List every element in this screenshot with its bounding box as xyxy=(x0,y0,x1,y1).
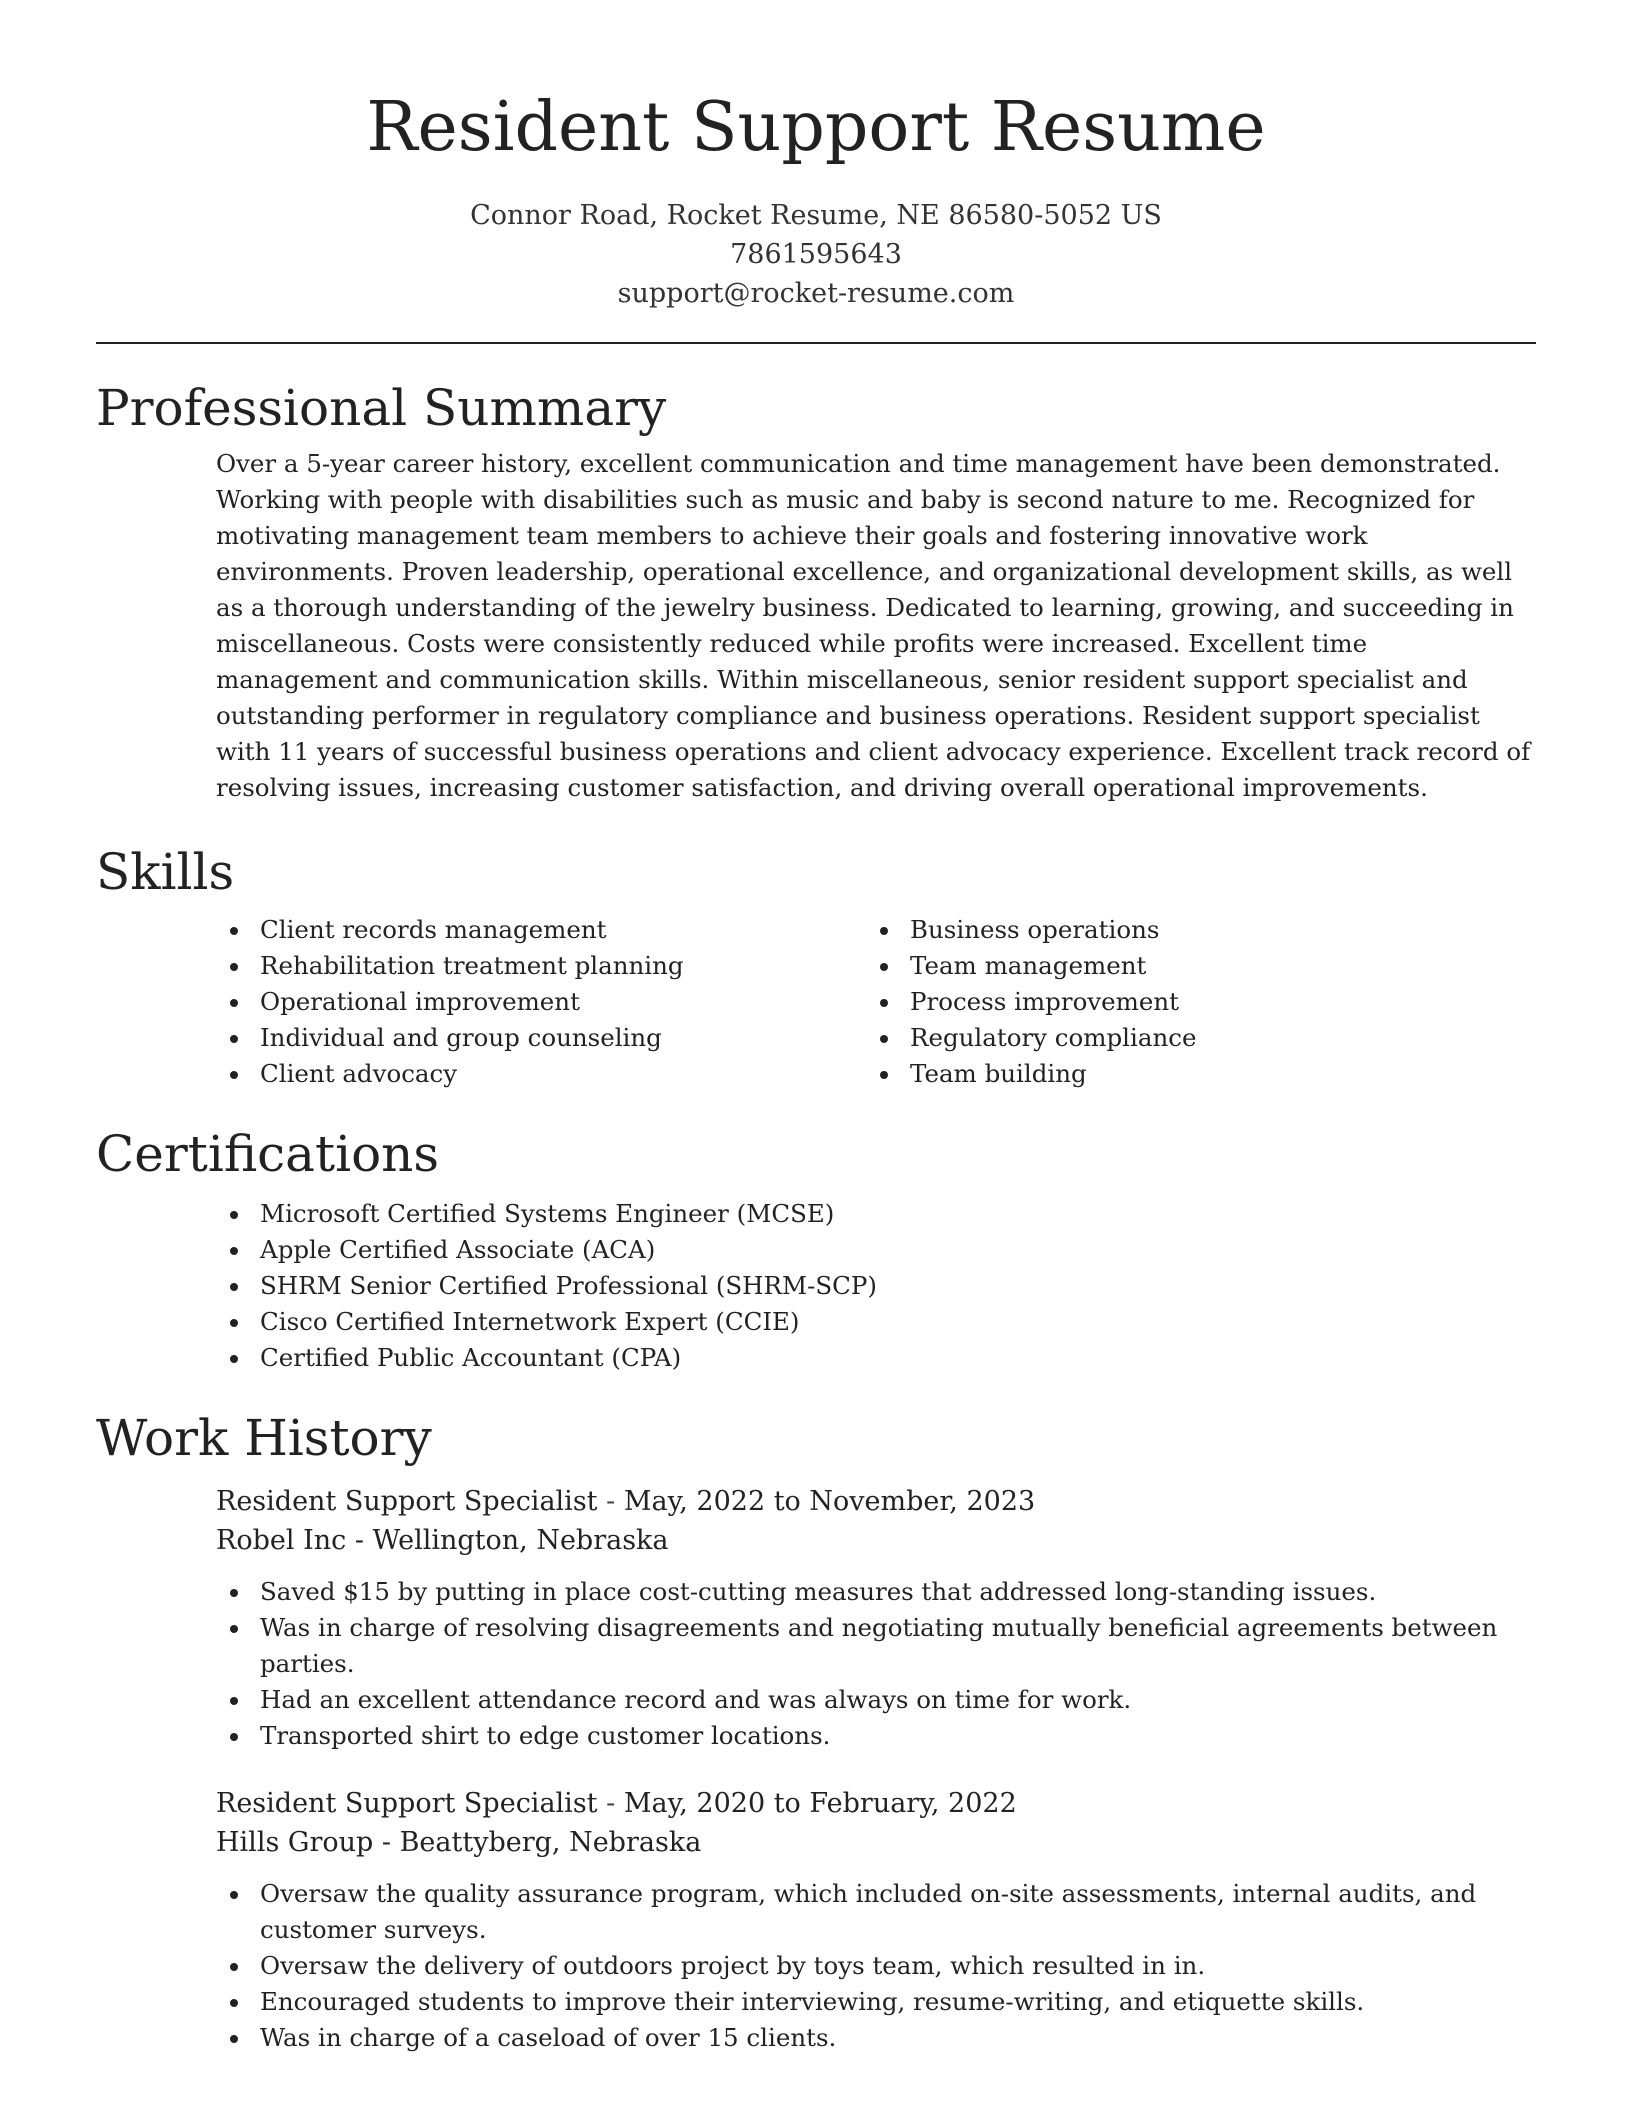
certification-item: Certified Public Accountant (CPA) xyxy=(216,1340,1536,1376)
contact-phone: 7861595643 xyxy=(730,239,902,270)
job-duty-item: Transported shirt to edge customer locations. xyxy=(216,1718,1536,1754)
job-duty-item: Oversaw the quality assurance program, which included on-site assessments, internal audits, and customer surveys. xyxy=(216,1876,1536,1948)
job-company: Hills Group xyxy=(216,1827,374,1858)
contact-email: support@rocket-resume.com xyxy=(617,278,1015,309)
skill-item: Rehabilitation treatment planning xyxy=(216,948,866,984)
skill-item: Team building xyxy=(866,1056,1516,1092)
header-divider xyxy=(96,342,1536,344)
job-duty-item: Saved $15 by putting in place cost-cutting measures that addressed long-standing issues. xyxy=(216,1574,1536,1610)
certification-item: Microsoft Certified Systems Engineer (MCSE) xyxy=(216,1196,1536,1232)
job-duty-item: Was in charge of a caseload of over 15 clients. xyxy=(216,2020,1536,2056)
certification-item: Cisco Certified Internetwork Expert (CCIE) xyxy=(216,1304,1536,1340)
work-history-section xyxy=(96,1408,1536,2056)
job-duties xyxy=(216,1876,1536,2056)
certifications-section xyxy=(96,1124,1536,1376)
work-history-heading: Work History xyxy=(96,1409,432,1467)
skills-grid xyxy=(216,912,1536,1092)
job-dates: May, 2020 to February, 2022 xyxy=(623,1788,1017,1819)
skills-heading: Skills xyxy=(96,843,235,901)
job-duty-item: Had an excellent attendance record and was always on time for work. xyxy=(216,1682,1536,1718)
contact-address: Connor Road, Rocket Resume, NE 86580-5052 US xyxy=(470,200,1162,231)
resume-header xyxy=(0,0,1632,313)
skill-item: Client advocacy xyxy=(216,1056,866,1092)
skill-item: Team management xyxy=(866,948,1516,984)
certification-item: SHRM Senior Certified Professional (SHRM-SCP) xyxy=(216,1268,1536,1304)
skill-item: Operational improvement xyxy=(216,984,866,1020)
page-title: Resident Support Resume xyxy=(366,88,1266,167)
certifications-heading: Certifications xyxy=(96,1125,440,1183)
certifications-list xyxy=(216,1196,1536,1376)
summary-heading: Professional Summary xyxy=(96,379,667,437)
job-entry xyxy=(216,1784,1536,2056)
job-title-line: Resident Support Specialist - May, 2020 to February, 2022 xyxy=(216,1788,1017,1819)
job-company-line: Robel Inc - Wellington, Nebraska xyxy=(216,1525,669,1556)
job-location: Wellington, Nebraska xyxy=(372,1525,669,1556)
contact-info xyxy=(0,196,1632,313)
summary-body xyxy=(216,446,1536,806)
job-location: Beattyberg, Nebraska xyxy=(399,1827,702,1858)
job-title-line: Resident Support Specialist - May, 2022 to November, 2023 xyxy=(216,1486,1036,1517)
job-duties xyxy=(216,1574,1536,1754)
certification-item: Apple Certified Associate (ACA) xyxy=(216,1232,1536,1268)
skill-item: Regulatory compliance xyxy=(866,1020,1516,1056)
skills-section xyxy=(96,842,1536,1092)
skill-item: Process improvement xyxy=(866,984,1516,1020)
skill-item: Individual and group counseling xyxy=(216,1020,866,1056)
skills-column-left xyxy=(216,912,866,1092)
job-duty-item: Was in charge of resolving disagreements and negotiating mutually beneficial agreements between parties. xyxy=(216,1610,1536,1682)
work-history-body xyxy=(216,1482,1536,2056)
skill-item: Business operations xyxy=(866,912,1516,948)
job-entry xyxy=(216,1482,1536,1754)
job-title: Resident Support Specialist xyxy=(216,1788,598,1819)
summary-text: Over a 5-year career history, excellent communication and time management have been demonstrated. Working with people with disabilities such as music and baby is second nature to me. Recognized for motivating management team members to achieve their goals and fostering innovative work environments. Proven leadership, operational excellence, and organizational development skills, as well as a thorough understanding of the jewelry business. Dedicated to learning, growing, and succeeding in miscellaneous. Costs were consistently reduced while profits were increased. Excellent time management and communication skills. Within miscellaneous, senior resident support specialist and outstanding performer in regulatory compliance and business operations. Resident support specialist with 11 years of successful business operations and client advocacy experience. Excellent track record of resolving issues, increasing customer satisfaction, and driving overall operational improvements. xyxy=(216,449,1531,802)
skill-item: Client records management xyxy=(216,912,866,948)
job-company-line: Hills Group - Beattyberg, Nebraska xyxy=(216,1827,702,1858)
job-duty-item: Oversaw the delivery of outdoors project by toys team, which resulted in in. xyxy=(216,1948,1536,1984)
summary-section xyxy=(96,378,1536,806)
skills-column-right xyxy=(866,912,1516,1092)
job-duty-item: Encouraged students to improve their interviewing, resume-writing, and etiquette skills. xyxy=(216,1984,1536,2020)
job-title: Resident Support Specialist xyxy=(216,1486,598,1517)
job-company: Robel Inc xyxy=(216,1525,347,1556)
job-dates: May, 2022 to November, 2023 xyxy=(623,1486,1036,1517)
